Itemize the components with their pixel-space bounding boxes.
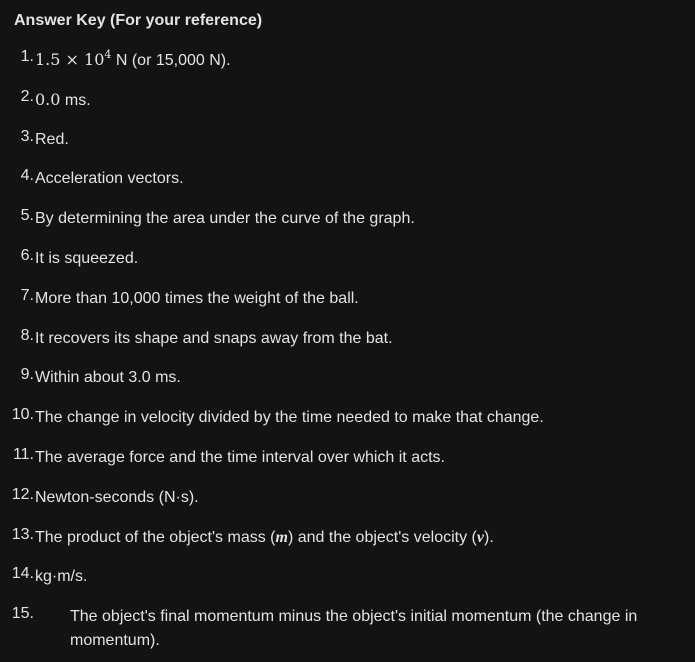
item-text-tail: N (or 15,000 N). — [111, 52, 231, 69]
item-text — [35, 48, 689, 73]
item-number: 1. — [20, 48, 34, 65]
item-text: Acceleration vectors. — [35, 170, 184, 188]
item-number: 7. — [20, 286, 34, 304]
answer-key-heading: Answer Key (For your reference) — [14, 12, 263, 29]
item-number: 14. — [11, 565, 34, 583]
math-variable-velocity: v — [476, 528, 484, 546]
math-exponent: 4 — [104, 48, 112, 61]
item-text — [35, 526, 689, 550]
math-variable-mass: m — [275, 528, 288, 546]
list-item — [0, 605, 695, 653]
item-text: kg·m/s. — [35, 568, 88, 586]
item-number: 15. — [11, 605, 34, 623]
item-text: By determining the area under the curve of the graph. — [35, 210, 415, 228]
list-item — [0, 327, 695, 367]
item-number: 4. — [20, 167, 34, 185]
math-expression: 0.0 — [35, 89, 61, 109]
item-number: 11. — [12, 445, 34, 463]
item-text-part: ) and the object's velocity ( — [287, 528, 477, 546]
list-item — [0, 565, 695, 605]
item-text: Within about 3.0 ms. — [35, 369, 181, 387]
math-expression: 1.5 × 10 — [35, 50, 105, 69]
answer-list — [0, 48, 695, 653]
list-item — [0, 446, 695, 486]
item-text: It recovers its shape and snaps away from the bat. — [35, 329, 393, 347]
item-text-part: ). — [483, 528, 494, 546]
list-item — [0, 48, 695, 88]
item-text — [35, 88, 689, 113]
item-number: 3. — [20, 127, 34, 145]
item-text: It is squeezed. — [35, 249, 139, 267]
item-number: 13. — [11, 525, 34, 543]
item-text-part: The product of the object's mass ( — [35, 528, 276, 546]
item-text: The object's final momentum minus the object's initial momentum (the change in momentum). — [70, 608, 638, 650]
list-item — [0, 366, 695, 406]
list-item — [0, 88, 695, 128]
list-item — [0, 207, 695, 247]
item-text: The average force and the time interval over which it acts. — [35, 448, 445, 466]
item-text: Newton-seconds (N·s). — [35, 488, 199, 506]
item-number: 5. — [20, 207, 34, 225]
list-item — [0, 486, 695, 526]
list-item — [0, 128, 695, 168]
list-item — [0, 526, 695, 566]
item-number: 12. — [11, 485, 34, 503]
item-number: 8. — [20, 326, 34, 344]
item-number: 2. — [20, 87, 34, 105]
item-text: More than 10,000 times the weight of the ball. — [35, 289, 359, 307]
item-text-tail: ms. — [60, 91, 91, 109]
item-number: 10. — [11, 406, 34, 424]
item-number: 6. — [20, 246, 34, 264]
item-number: 9. — [20, 366, 34, 384]
list-item — [0, 287, 695, 327]
item-text: Red. — [35, 130, 69, 148]
list-item — [0, 167, 695, 207]
list-item — [0, 406, 695, 446]
list-item — [0, 247, 695, 287]
item-text: The change in velocity divided by the time needed to make that change. — [35, 409, 544, 427]
